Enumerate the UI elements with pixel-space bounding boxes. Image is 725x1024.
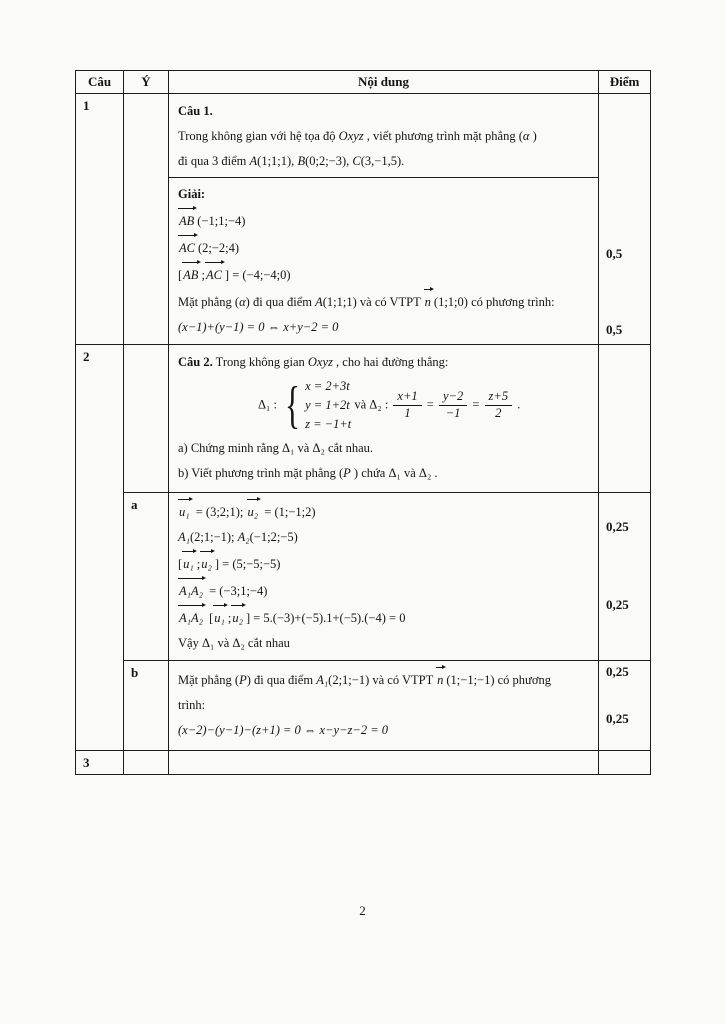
text: [ [178,557,183,571]
math-text: P [239,673,247,687]
text: ] = (5;−5;−5) [214,557,281,571]
vector-notation: AC [178,234,198,261]
text: = [423,397,437,412]
equation-line: y = 1+2t [305,398,350,412]
content-line [178,525,589,550]
vector-notation: AB [182,261,201,288]
content-line [178,718,589,743]
points-value: 0,25 [606,519,629,534]
text: (2;1;−1) và có VTPT [328,673,437,687]
content-line [178,436,589,461]
content-line [178,315,589,340]
content-block [178,756,589,770]
header-diem: Điểm [599,71,651,94]
math-text: A [315,295,323,309]
question-number-cell: 1 [76,94,124,345]
points-cell [599,345,651,493]
text: Trong không gian [212,355,308,369]
table-row [76,661,651,751]
text: [ [205,611,214,625]
content-line [178,577,589,604]
text: ) đi qua điểm [246,673,317,687]
text: (2;−2;4) [197,241,240,255]
brace-glyph: { [285,376,301,434]
fraction [485,389,513,421]
points-cell [599,94,651,345]
points-cell [599,661,651,751]
equation-line: z = −1+t [305,417,352,431]
text: [ [178,268,183,282]
points-value: 0,25 [606,597,629,612]
text: = (1;−1;2) [261,505,316,519]
text: , viết phương trình mặt phẳng ( [363,129,523,143]
math-text: P [343,466,351,480]
math-text: A₂ [237,530,250,544]
text: a) Chứng minh rằng Δ₁ và Δ₂ cắt nhau. [178,441,374,455]
content-block [178,350,589,488]
part-label-cell: b [124,661,169,751]
math-text: (x−2)−(y−1)−(z+1) = 0 ⇔ x−y−z−2 = 0 [178,723,388,737]
content-cell [169,661,599,751]
vector-notation: u₂ [200,550,215,577]
part-label-cell: a [124,493,169,661]
content-cell [169,493,599,661]
text: đi qua 3 điểm [178,154,250,168]
text: (2;1;−1); [189,530,238,544]
content-line [178,461,589,486]
math-text: A [249,154,258,168]
content-line [178,350,589,375]
fraction-denominator: 1 [404,406,411,420]
content-cell [169,751,599,775]
text: và Δ₂ : [351,397,392,412]
fraction [393,389,421,421]
bold-text: Câu 2. [178,355,213,369]
table-header [76,71,651,94]
header-row [76,71,651,94]
text: Δ₁ : [258,397,281,412]
vector-notation: u₁ [178,498,193,525]
content-cell [169,345,599,493]
points-value: 0,5 [606,322,623,337]
content-block [178,99,589,340]
points-cell [599,493,651,661]
question-number-cell: 2 [76,345,124,751]
content-line [178,666,589,693]
vector-notation: AC [205,261,225,288]
content-line [178,550,589,577]
text: (0;2;−3), [305,154,353,168]
vector-notation: A₁A₂ [178,577,206,604]
text: (−1;2;−5) [249,530,298,544]
text: ] = 5.(−3)+(−5).1+(−5).(−4) = 0 [245,611,406,625]
math-text: A₁ [316,673,329,687]
equation-system-lines [305,377,351,434]
table-body [76,94,651,775]
math-text: Oxyz [307,355,333,369]
part-label-cell [124,94,169,345]
content-line [178,149,589,174]
math-text: C [352,154,361,168]
math-text: α [239,295,246,309]
vector-notation: n [424,288,434,315]
content-line [178,207,589,234]
vector-notation: u₂ [247,498,262,525]
text: trình: [178,698,206,712]
content-line [178,288,589,315]
content-line [178,124,589,149]
content-line [178,261,589,288]
text: ] = (−4;−4;0) [224,268,291,282]
text: ; [201,268,205,282]
content-line [178,182,589,207]
text: ; [196,557,201,571]
fraction-denominator: 2 [495,406,502,420]
vector-notation: AB [178,207,197,234]
math-text: A₁ [178,530,190,544]
math-text: (x−1)+(y−1) = 0 ⇔ x+y−2 = 0 [178,320,339,334]
vector-notation: n [436,666,446,693]
table-row [76,94,651,345]
text: (3,−1,5). [360,154,405,168]
equation-system [280,377,351,434]
answer-key-table [75,70,651,775]
content-line [178,604,589,631]
text: ) chứa Δ₁ và Δ₂ . [350,466,438,480]
text: Mặt phẳng ( [178,295,240,309]
bold-text: Giải: [178,187,206,201]
text: Vậy Δ₁ và Δ₂ cắt nhau [178,636,290,650]
text: b) Viết phương trình mặt phẳng ( [178,466,344,480]
content-block [178,498,589,656]
table-row [76,493,651,661]
text: (1;1;1), [257,154,298,168]
bold-text: Câu 1. [178,104,213,118]
text: (1;1;1) và có VTPT [322,295,424,309]
content-block [178,666,589,746]
text: Trong không gian với hệ tọa độ [178,129,339,143]
table-row [76,345,651,493]
section-divider [169,177,598,178]
text: = (3;2;1); [192,505,247,519]
content-line [178,234,589,261]
header-cau: Câu [76,71,124,94]
math-text: B [297,154,306,168]
content-line [178,498,589,525]
points-value: 0,25 [606,711,629,726]
content-line [178,99,589,124]
fraction [439,389,467,421]
part-label-cell [124,751,169,775]
equation-line: x = 2+3t [305,379,350,393]
part-label-cell [124,345,169,493]
points-value: 0,5 [606,246,623,261]
content-cell [169,94,599,345]
fraction-numerator: x+1 [393,389,421,406]
text: Mặt phẳng ( [178,673,240,687]
text: ; [227,611,232,625]
page-number: 2 [359,903,366,918]
vector-notation: u₁ [182,550,197,577]
points-cell [599,751,651,775]
text: (1;1;0) có phương trình: [433,295,555,309]
text: . [514,397,521,412]
header-y: Ý [124,71,169,94]
content-line [178,631,589,656]
text: (−1;1;−4) [197,214,246,228]
header-noidung: Nội dung [169,71,599,94]
fraction-numerator: y−2 [439,389,467,406]
math-text: Oxyz [338,129,364,143]
fraction-numerator: z+5 [485,389,513,406]
fraction-denominator: −1 [445,406,461,420]
vector-notation: u₂ [231,604,246,631]
text: ) đi qua điểm [245,295,316,309]
vector-notation: u₁ [213,604,228,631]
content-line [178,693,589,718]
text: = [469,397,483,412]
text: , cho hai đường thẳng: [332,355,449,369]
text: ) [529,129,537,143]
question-number-cell: 3 [76,751,124,775]
vector-notation: A₁A₂ [178,604,206,631]
text: (1;−1;−1) có phương [446,673,551,687]
text: = (−3;1;−4) [205,584,268,598]
points-value: 0,25 [606,664,629,679]
math-text: α [522,129,530,143]
content-line [178,375,589,436]
table-row [76,751,651,775]
